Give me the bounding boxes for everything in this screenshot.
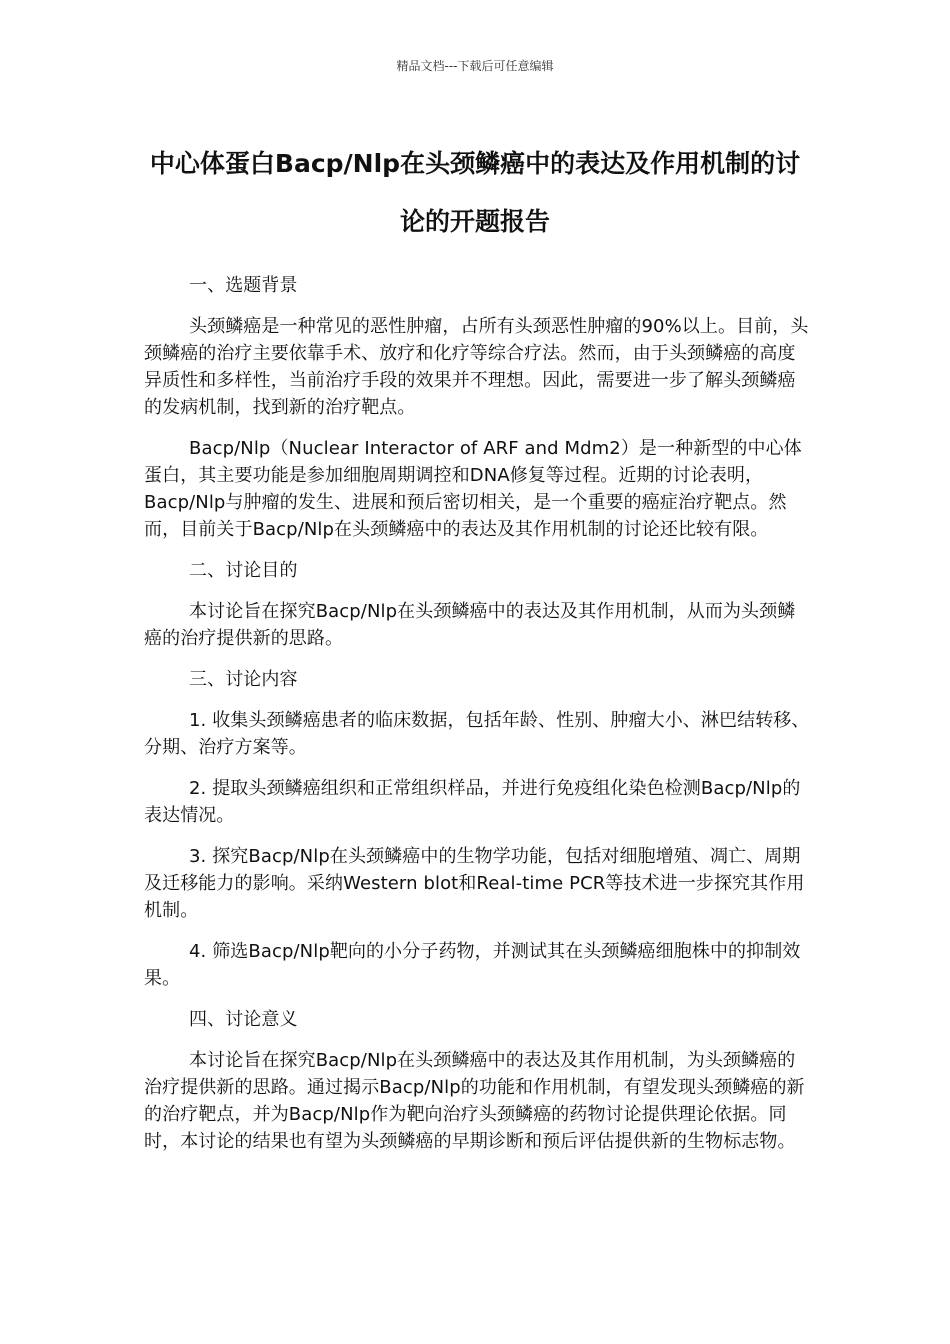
- content-item-2: 2. 提取头颈鳞癌组织和正常组织样品，并进行免疫组化染色检测Bacp/Nlp的表达情况。: [144, 778, 801, 826]
- content-item-4: 4. 筛选Bacp/Nlp靶向的小分子药物，并测试其在头颈鳞癌细胞株中的抑制效果。: [144, 941, 801, 989]
- header-note: 精品文档---下载后可任意编辑: [396, 59, 554, 73]
- document-body: [144, 272, 810, 1169]
- background-paragraph-2: Bacp/Nlp（Nuclear Interactor of ARF and Mdm2）是一种新型的中心体蛋白，其主要功能是参加细胞周期调控和DNA修复等过程。近期的讨论表明，Bacp/Nlp与肿瘤的发生、进展和预后密切相关，是一个重要的癌症治疗靶点。然而，目前关于Bacp/Nlp在头颈鳞癌中的表达及其作用机制的讨论还比较有限。: [144, 438, 802, 540]
- significance-paragraph-1: 本讨论旨在探究Bacp/Nlp在头颈鳞癌中的表达及其作用机制，为头颈鳞癌的治疗提供新的思路。通过揭示Bacp/Nlp的功能和作用机制，有望发现头颈鳞癌的新的治疗靶点，并为Bacp/Nlp作为靶向治疗头颈鳞癌的药物讨论提供理论依据。同时，本讨论的结果也有望为头颈鳞癌的早期诊断和预后评估提供新的生物标志物。: [144, 1050, 805, 1152]
- document-title: 中心体蛋白Bacp/Nlp在头颈鳞癌中的表达及作用机制的讨论的开题报告: [149, 149, 801, 236]
- purpose-paragraph-1: 本讨论旨在探究Bacp/Nlp在头颈鳞癌中的表达及其作用机制，从而为头颈鳞癌的治疗提供新的思路。: [144, 601, 796, 649]
- section-heading-content: 三、讨论内容: [189, 669, 298, 690]
- content-item-1: 1. 收集头颈鳞癌患者的临床数据，包括年龄、性别、肿瘤大小、淋巴结转移、分期、治疗方案等。: [144, 710, 810, 758]
- content-item-3: 3. 探究Bacp/Nlp在头颈鳞癌中的生物学功能，包括对细胞增殖、凋亡、周期及迁移能力的影响。采纳Western blot和Real-time PCR等技术进一步探究其作用机制。: [144, 846, 805, 921]
- section-heading-purpose: 二、讨论目的: [189, 560, 298, 581]
- background-paragraph-1: 头颈鳞癌是一种常见的恶性肿瘤，占所有头颈恶性肿瘤的90%以上。目前，头颈鳞癌的治疗主要依靠手术、放疗和化疗等综合疗法。然而，由于头颈鳞癌的高度异质性和多样性，当前治疗手段的效果并不理想。因此，需要进一步了解头颈鳞癌的发病机制，找到新的治疗靶点。: [144, 316, 809, 418]
- section-heading-significance: 四、讨论意义: [189, 1009, 298, 1030]
- section-heading-background: 一、选题背景: [189, 275, 298, 296]
